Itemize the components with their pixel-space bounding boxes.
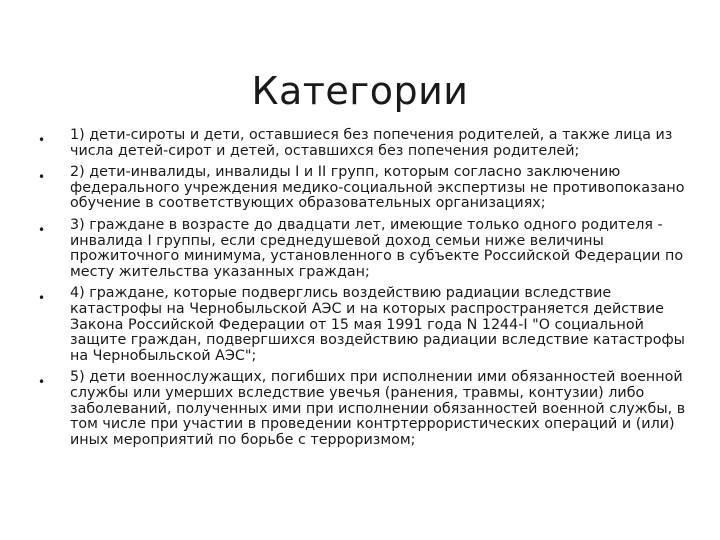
bullet-icon: • xyxy=(38,222,46,237)
list-item xyxy=(38,165,688,212)
list-item-text: 4) граждане, которые подверглись воздействию радиации вследствие катастрофы на Чернобыльской АЭС и на которых распространяется действие Закона Российской Федерации от 15 мая 1991 года N 1244-I "О социальной защите граждан, подвергшихся воздействию радиации вследствие катастрофы на Чернобыльской АЭС"; xyxy=(70,285,685,364)
list-item xyxy=(38,128,688,159)
bullet-icon: • xyxy=(38,375,46,390)
list-item-text: 2) дети-инвалиды, инвалиды I и II групп, которым согласно заключению федерального учреждения медико-социальной экспертизы не противопоказано обучение в соответствующих образовательных организациях; xyxy=(70,164,685,212)
list-item-text: 3) граждане в возрасте до двадцати лет, имеющие только одного родителя - инвалида I группы, если среднедушевой доход семьи ниже величины прожиточного минимума, установленного в субъекте Российской Федерации по месту жительства указанных граждан; xyxy=(70,216,684,280)
list-item xyxy=(38,286,688,364)
list-item xyxy=(38,218,688,280)
bullet-icon: • xyxy=(38,133,46,147)
category-list xyxy=(38,128,688,454)
slide-title: Категории xyxy=(251,69,469,114)
bullet-icon: • xyxy=(38,291,46,306)
list-item-text: 1) дети-сироты и дети, оставшиеся без попечения родителей, а также лица из числа детей-сирот и детей, оставшихся без попечения родителей; xyxy=(70,127,673,159)
list-item xyxy=(38,370,688,448)
list-item-text: 5) дети военнослужащих, погибших при исполнении ими обязанностей военной службы или умерших вследствие увечья (ранения, травмы, контузии) либо заболеваний, полученных ими при исполнении обязанностей военной службы, в том числе при участии в проведении контртеррористических операций и (или) иных мероприятий по борьбе с терроризмом; xyxy=(70,369,686,448)
bullet-icon: • xyxy=(38,170,46,185)
